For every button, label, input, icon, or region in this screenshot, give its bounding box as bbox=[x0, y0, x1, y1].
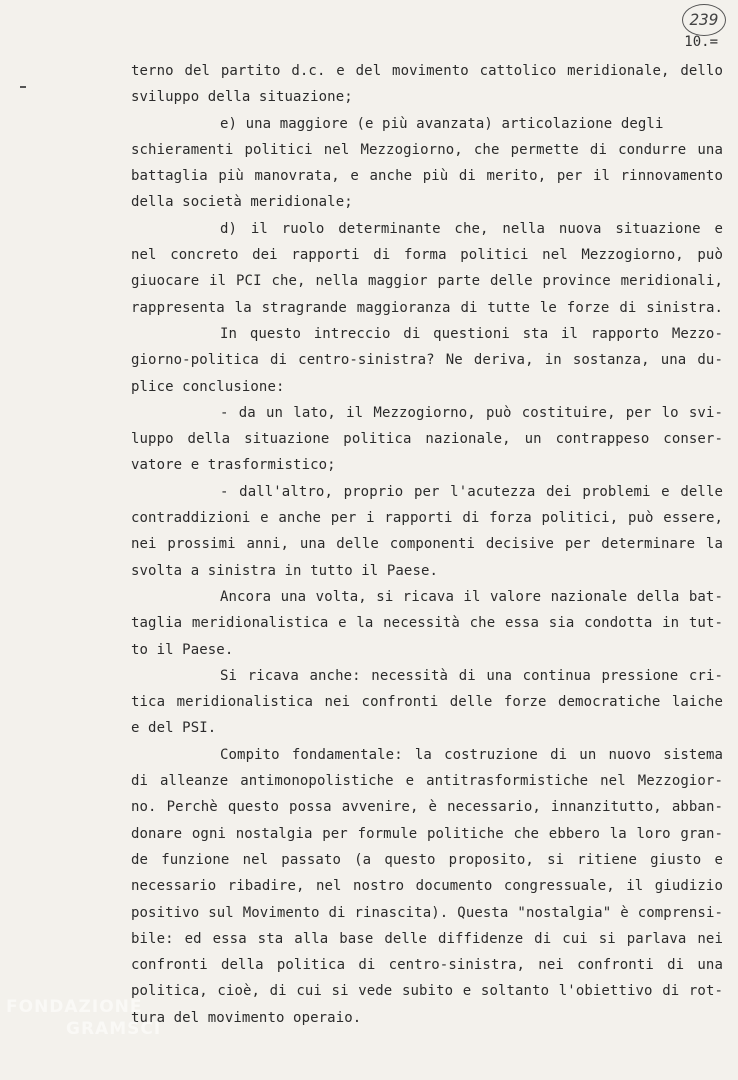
text-line: svolta a sinistra in tutto il Paese. bbox=[131, 562, 439, 579]
watermark bbox=[6, 996, 161, 1040]
margin-mark bbox=[20, 86, 26, 88]
text-line: - dall'altro, proprio per l'acutezza dei problemi e delle bbox=[220, 483, 723, 500]
text-line: rappresenta la stragrande maggioranza di tutte le forze di sinistra. bbox=[131, 299, 723, 316]
page-number: 10.= bbox=[684, 34, 718, 50]
text-line: luppo della situazione politica nazionale, un contrappeso conser- bbox=[131, 431, 723, 448]
text-line: tura del movimento operaio. bbox=[131, 1009, 362, 1026]
text-line: necessario ribadire, nel nostro documento congressuale, il giudizio bbox=[131, 878, 723, 895]
text-line: nei prossimi anni, una delle componenti decisive per determinare la bbox=[131, 536, 723, 553]
text-line: politica, cioè, di cui si vede subito e soltanto l'obiettivo di rot- bbox=[131, 983, 723, 1000]
text-line: d) il ruolo determinante che, nella nuova situazione e bbox=[220, 220, 723, 237]
text-line: nel concreto dei rapporti di forma politici nel Mezzogiorno, può bbox=[131, 247, 723, 264]
text-line: - da un lato, il Mezzogiorno, può costituire, per lo svi- bbox=[220, 404, 723, 421]
text-line: bile: ed essa sta alla base delle diffidenze di cui si parlava nei bbox=[131, 930, 723, 947]
text-line: sviluppo della situazione; bbox=[131, 89, 353, 106]
text-line: donare ogni nostalgia per formule politiche che ebbero la loro gran- bbox=[131, 825, 723, 842]
text-line: Si ricava anche: necessità di una continua pressione cri- bbox=[220, 667, 723, 684]
watermark-line-2: GRAMSCI bbox=[66, 1019, 162, 1039]
text-line: In questo intreccio di questioni sta il rapporto Mezzo- bbox=[220, 325, 723, 342]
typed-text-body bbox=[131, 58, 723, 1031]
archive-stamp: 239 bbox=[682, 4, 726, 36]
text-line: confronti della politica di centro-sinistra, nei confronti di una bbox=[131, 957, 723, 974]
text-line: terno del partito d.c. e del movimento cattolico meridionale, dello bbox=[131, 63, 723, 79]
text-line: taglia meridionalistica e la necessità che essa sia condotta in tut- bbox=[131, 615, 723, 632]
text-line: de funzione nel passato (a questo proposito, si ritiene giusto e bbox=[131, 851, 723, 868]
text-line: schieramenti politici nel Mezzogiorno, che permette di condurre una bbox=[131, 141, 723, 158]
text-line: plice conclusione: bbox=[131, 378, 285, 395]
text-line: e del PSI. bbox=[131, 720, 217, 737]
text-line: di alleanze antimonopolistiche e antitrasformistiche nel Mezzogior- bbox=[131, 773, 723, 790]
text-line: giuocare il PCI che, nella maggior parte delle province meridionali, bbox=[131, 273, 723, 290]
text-line: battaglia più manovrata, e anche più di merito, per il rinnovamento bbox=[131, 168, 723, 185]
text-line: positivo sul Movimento di rinascita). Questa "nostalgia" è comprensi- bbox=[131, 904, 723, 921]
text-line: vatore e trasformistico; bbox=[131, 457, 336, 474]
text-line: to il Paese. bbox=[131, 641, 234, 658]
text-line: Compito fondamentale: la costruzione di un nuovo sistema bbox=[220, 746, 723, 763]
text-line: no. Perchè questo possa avvenire, è necessario, innanzitutto, abban- bbox=[131, 799, 723, 816]
text-line: giorno-politica di centro-sinistra? Ne deriva, in sostanza, una du- bbox=[131, 352, 723, 369]
text-line: e) una maggiore (e più avanzata) articolazione degli bbox=[220, 115, 664, 132]
text-line: della società meridionale; bbox=[131, 194, 353, 211]
text-line: tica meridionalistica nei confronti delle forze democratiche laiche bbox=[131, 694, 723, 711]
watermark-line-1: FONDAZIONE bbox=[6, 997, 143, 1017]
text-line: Ancora una volta, si ricava il valore nazionale della bat- bbox=[220, 588, 723, 605]
text-line: contraddizioni e anche per i rapporti di forza politici, può essere, bbox=[131, 510, 723, 527]
